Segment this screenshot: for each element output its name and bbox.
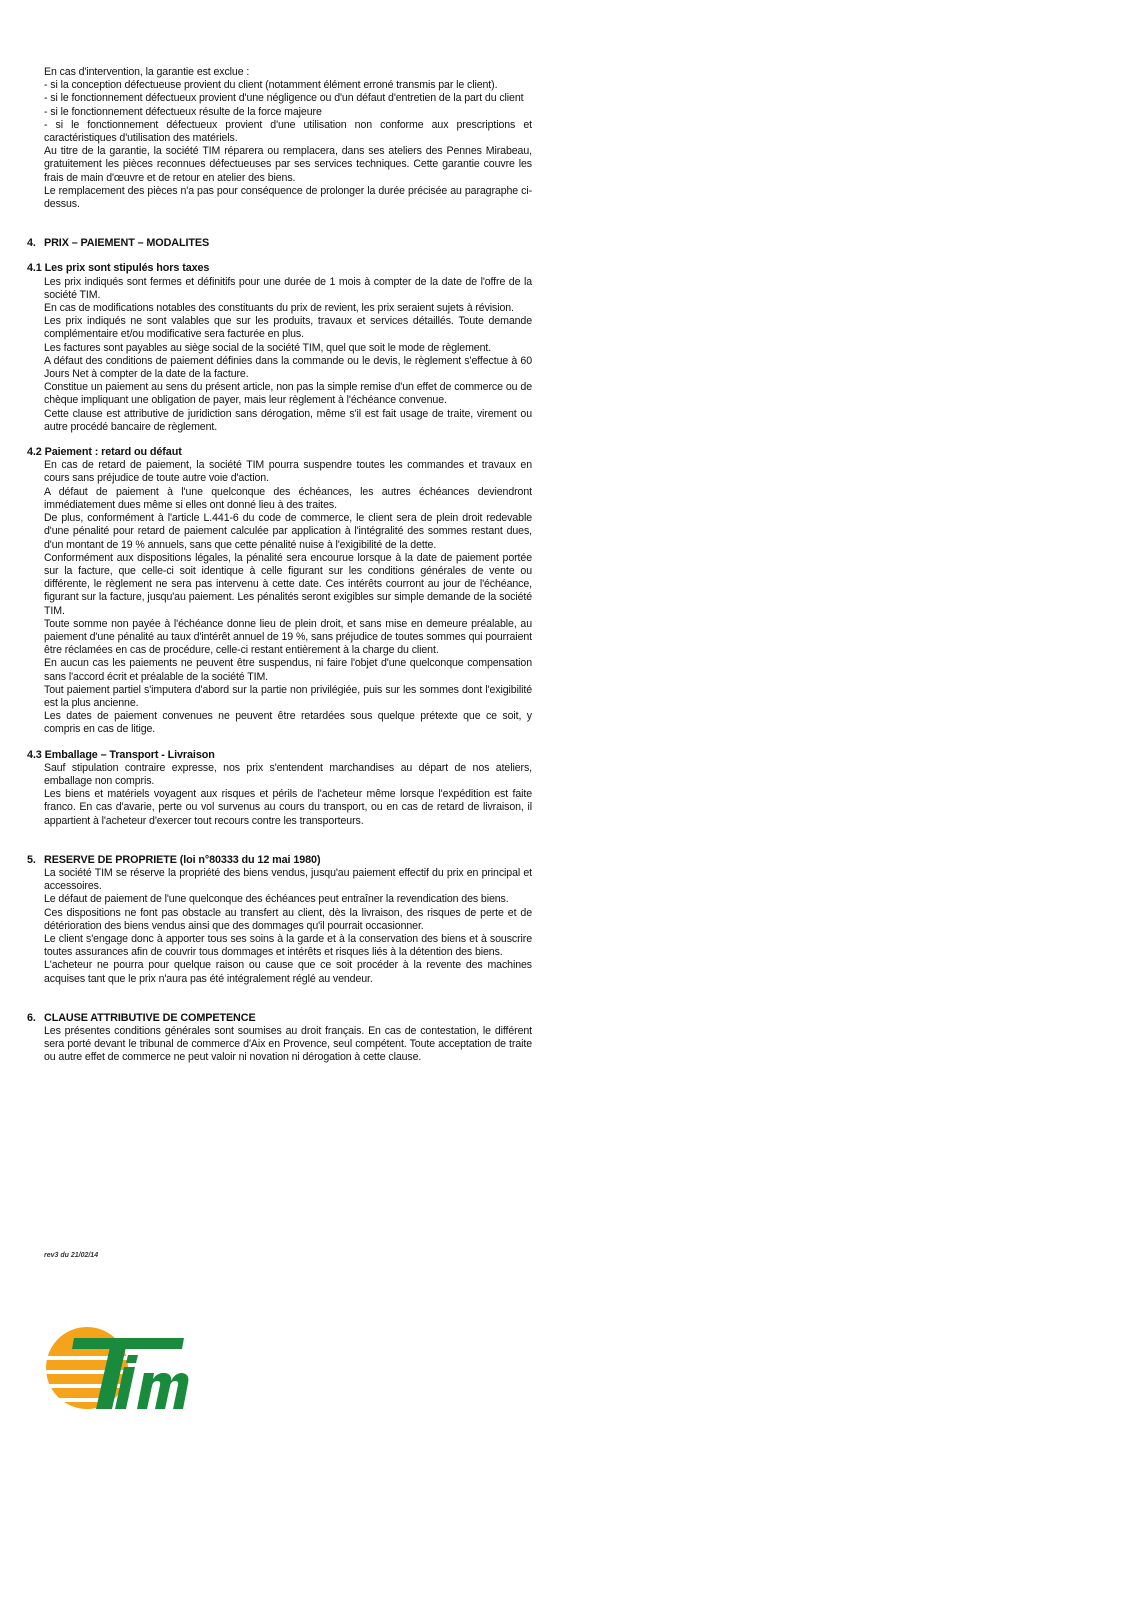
tim-logo (44, 1325, 189, 1411)
subsection-4-1 (27, 276, 532, 434)
warranty-exclusions (27, 66, 532, 211)
section-title: CLAUSE ATTRIBUTIVE DE COMPETENCE (44, 1011, 256, 1024)
section-number: 4. (27, 237, 36, 250)
paragraph: A défaut des conditions de paiement définies dans la commande ou le devis, le règlement s'effectue à 60 Jours Net à compter de la date de la facture. (44, 354, 532, 381)
document-body (27, 66, 532, 1065)
paragraph: Le défaut de paiement de l'une quelconque des échéances peut entraîner la revendication des biens. (44, 893, 509, 906)
paragraph: L'acheteur ne pourra pour quelque raison ou cause que ce soit procéder à la revente des machines acquises tant que le prix n'aura pas été intégralement réglé au vendeur. (44, 959, 532, 985)
paragraph: Tout paiement partiel s'imputera d'abord sur la partie non privilégiée, puis sur les sommes dont l'exigibilité est la plus ancienne. (44, 683, 532, 709)
paragraph: Le remplacement des pièces n'a pas pour conséquence de prolonger la durée précisée au paragraphe ci-dessus. (44, 184, 532, 211)
section-number: 5. (27, 853, 36, 866)
paragraph: - si le fonctionnement défectueux provient d'une utilisation non conforme aux prescriptions et caractéristiques d'utilisation des matériels. (44, 118, 532, 145)
section-title: RESERVE DE PROPRIETE (loi n°80333 du 12 mai 1980) (44, 853, 321, 866)
paragraph: Ces dispositions ne font pas obstacle au transfert au client, dès la livraison, des risques de perte et de détérioration des biens vendus ainsi que des dommages qu'il pourrait occasionner. (44, 906, 532, 932)
subsection-4-2 (27, 459, 532, 736)
paragraph: En cas de retard de paiement, la société TIM pourra suspendre toutes les commandes et travaux en cours sans préjudice de toute autre voie d'action. (44, 459, 532, 485)
paragraph: Toute somme non payée à l'échéance donne lieu de plein droit, et sans mise en demeure préalable, au paiement d'une pénalité au taux d'intérêt annuel de 19 %, sans préjudice de toutes sommes qui pourraient être réclamées en cas de procédure, celle-ci restant entièrement à la charge du client. (44, 617, 532, 657)
section-heading (27, 854, 532, 867)
paragraph: Les présentes conditions générales sont soumises au droit français. En cas de contestation, le différent sera porté devant le tribunal de commerce d'Aix en Provence, seul compétent. Toute acceptation de traite ou autre effet de commerce ne peut valoir ni novation ni dérogation à cette clause. (44, 1025, 532, 1064)
paragraph: Les biens et matériels voyagent aux risques et périls de l'acheteur même lorsque l'expédition est faite franco. En cas d'avarie, perte ou vol survenus au cours du transport, ou en cas de retard de livraison, il appartient à l'acheteur d'exercer tout recours contre les transporteurs. (44, 788, 532, 827)
section-number: 6. (27, 1011, 36, 1024)
paragraph: En aucun cas les paiements ne peuvent être suspendus, ni faire l'objet d'une quelconque compensation sans l'accord écrit et préalable de la société TIM. (44, 657, 532, 683)
paragraph: En cas d'intervention, la garantie est exclue : (44, 66, 250, 78)
paragraph: Les dates de paiement convenues ne peuvent être retardées sous quelque prétexte que ce soit, y compris en cas de litige. (44, 710, 532, 736)
section-6-body (27, 1025, 532, 1065)
paragraph: La société TIM se réserve la propriété des biens vendus, jusqu'au paiement effectif du prix en principal et accessoires. (44, 866, 532, 893)
paragraph: Les prix indiqués ne sont valables que sur les produits, travaux et services détaillés. Toute demande complémentaire et/ou modificative sera facturée en plus. (44, 315, 532, 341)
paragraph: De plus, conformément à l'article L.441-6 du code de commerce, le client sera de plein droit redevable d'une pénalité pour retard de paiement calculée par application à l'intégralité des sommes restant dues, d'un montant de 19 % annuels, sans que cette pénalité nuise à l'exigibilité de la dette. (44, 512, 532, 551)
subsection-4-3 (27, 762, 532, 828)
paragraph: - si la conception défectueuse provient du client (notamment élément erroné transmis par le client). (44, 79, 498, 92)
section-heading (27, 1012, 532, 1025)
paragraph: - si le fonctionnement défectueux provient d'une négligence ou d'un défaut d'entretien de la part du client (44, 92, 524, 105)
paragraph: Au titre de la garantie, la société TIM réparera ou remplacera, dans ses ateliers des Pennes Mirabeau, gratuitement les pièces reconnues défectueuses par ses services techniques. Cette garantie couvre les frais de main d'œuvre et de retour en atelier des biens. (44, 145, 532, 184)
paragraph: - si le fonctionnement défectueux résulte de la force majeure (44, 105, 322, 118)
subsection-heading: 4.2 Paiement : retard ou défaut (27, 446, 182, 459)
section-title: PRIX – PAIEMENT – MODALITES (44, 237, 210, 250)
paragraph: Constitue un paiement au sens du présent article, non pas la simple remise d'un effet de commerce ou de chèque impliquant une obligation de payer, mais leur règlement à l'échéance convenue. (44, 381, 532, 407)
paragraph: A défaut de paiement à l'une quelconque des échéances, les autres échéances deviendront immédiatement dues même si elles ont donné lieu à des traites. (44, 485, 532, 511)
subsection-heading: 4.3 Emballage – Transport - Livraison (27, 748, 215, 761)
paragraph: Le client s'engage donc à apporter tous ses soins à la garde et à la conservation des biens et à souscrire toutes assurances afin de couvrir tous dommages et intérêts et risques liés à la détention des biens. (44, 932, 532, 959)
paragraph: En cas de modifications notables des constituants du prix de revient, les prix seraient sujets à révision. (44, 302, 514, 315)
paragraph: Sauf stipulation contraire expresse, nos prix s'entendent marchandises au départ de nos ateliers, emballage non compris. (44, 761, 532, 787)
paragraph: Les prix indiqués sont fermes et définitifs pour une durée de 1 mois à compter de la date de l'offre de la société TIM. (44, 275, 532, 301)
section-heading (27, 237, 532, 250)
paragraph: Les factures sont payables au siège social de la société TIM, quel que soit le mode de règlement. (44, 341, 492, 354)
revision-note: rev3 du 21/02/14 (44, 1252, 99, 1259)
subsection-heading: 4.1 Les prix sont stipulés hors taxes (27, 262, 210, 275)
paragraph: Conformément aux dispositions légales, la pénalité sera encourue lorsque à la date de paiement portée sur la facture, que celle-ci soit identique à celle figurant sur les conditions générales de vente ou différente, le règlement ne sera pas intervenu à cette date. Ces intérêts courront au jour de l'échéance, figurant sur la facture, jusqu'au paiement. Les pénalités seront exigibles sur simple demande de la société TIM. (44, 551, 532, 617)
paragraph: Cette clause est attributive de juridiction sans dérogation, même s'il est fait usage de traite, virement ou autre procédé bancaire de règlement. (44, 407, 532, 433)
tim-logo-icon (44, 1325, 189, 1411)
section-5-body (27, 867, 532, 986)
